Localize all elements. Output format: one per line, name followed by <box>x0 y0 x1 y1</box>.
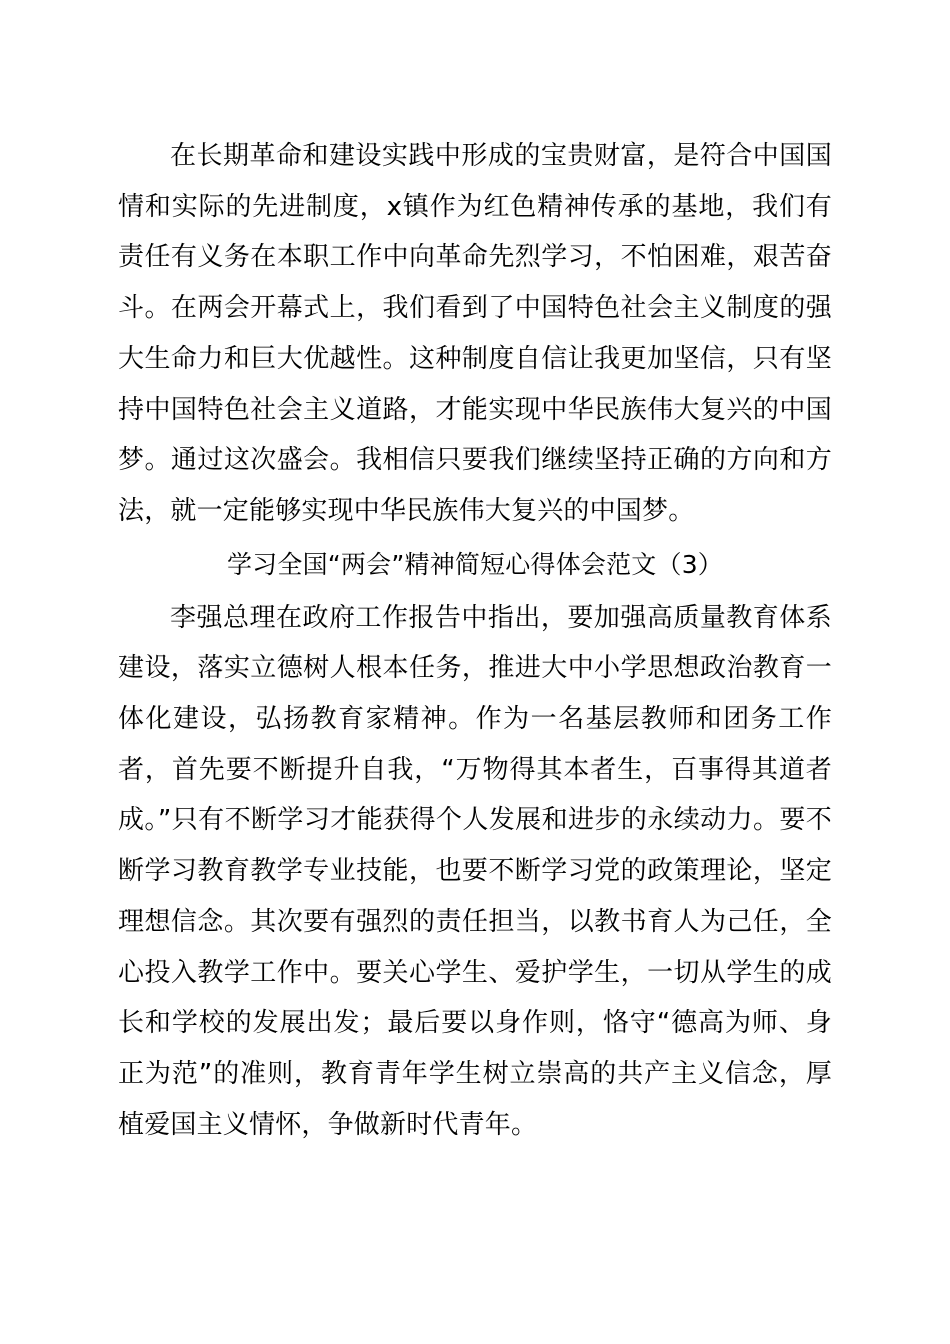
body-paragraph: 李强总理在政府工作报告中指出，要加强高质量教育体系建设，落实立德树人根本任务，推进大中小学思想政治教育一体化建设，弘扬教育家精神。作为一名基层教师和团务工作者，首先要不断提升自我，“万物得其本者生，百事得其道者成。”只有不断学习才能获得个人发展和进步的永续动力。要不断学习教育教学专业技能，也要不断学习党的政策理论，坚定理想信念。其次要有强烈的责任担当，以教书育人为己任，全心投入教学工作中。要关心学生、爱护学生，一切从学生的成长和学校的发展出发；最后要以身作则，恪守“德高为师、身正为范”的准则，教育青年学生树立崇高的共产主义信念，厚植爱国主义情怀，争做新时代青年。 <box>118 602 832 1140</box>
document-body <box>118 131 832 1150</box>
section-title: 学习全国“两会”精神简短心得体会范文（3） <box>226 549 723 579</box>
body-paragraph: 在长期革命和建设实践中形成的宝贵财富，是符合中国国情和实际的先进制度，x镇作为红色精神传承的基地，我们有责任有义务在本职工作中向革命先烈学习，不怕困难，艰苦奋斗。在两会开幕式上，我们看到了中国特色社会主义制度的强大生命力和巨大优越性。这种制度自信让我更加坚信，只有坚持中国特色社会主义道路，才能实现中华民族伟大复兴的中国梦。通过这次盛会。我相信只要我们继续坚持正确的方向和方法，就一定能够实现中华民族伟大复兴的中国梦。 <box>118 141 832 526</box>
